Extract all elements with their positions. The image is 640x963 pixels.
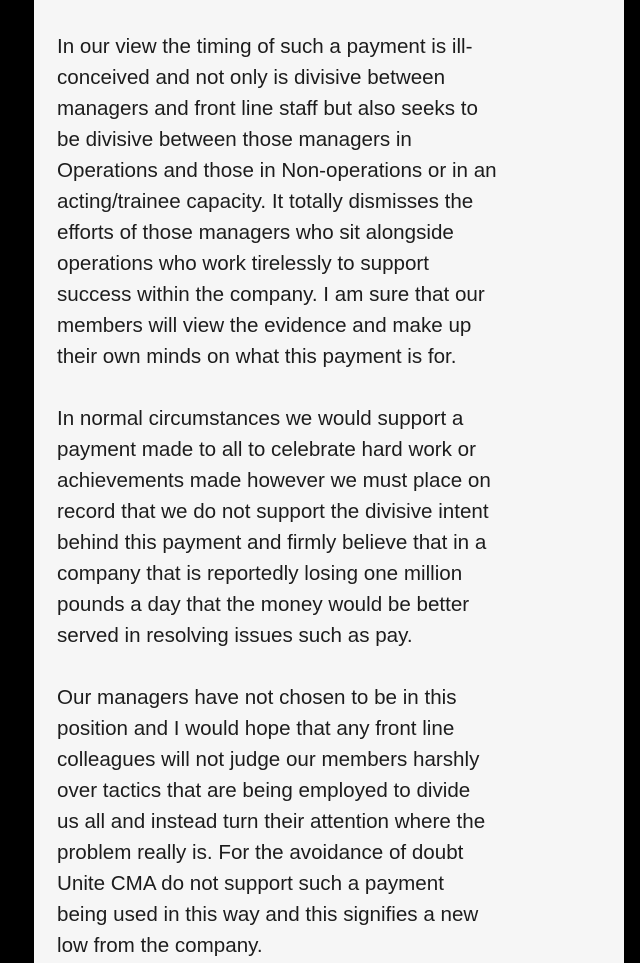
text-line: low from the company. [57,934,263,957]
text-line: acting/trainee capacity. It totally dismisses the [57,190,474,213]
text-line: conceived and not only is divisive between [57,66,446,89]
text-line: problem really is. For the avoidance of doubt [57,841,464,864]
text-line: us all and instead turn their attention where the [57,810,486,833]
text-line: pounds a day that the money would be better [57,593,470,616]
text-line: their own minds on what this payment is for. [57,345,457,368]
document-page [34,0,624,963]
text-line: achievements made however we must place on [57,469,491,492]
text-line: be divisive between those managers in [57,128,412,151]
paragraph-2 [57,403,604,651]
text-line: operations who work tirelessly to support [57,252,430,275]
paragraph-spacer [57,372,604,403]
paragraph-1 [57,31,604,372]
text-line: In our view the timing of such a payment is ill- [57,35,473,58]
text-line: over tactics that are being employed to divide [57,779,471,802]
text-line: In normal circumstances we would support a [57,407,464,430]
text-line: managers and front line staff but also seeks to [57,97,478,120]
text-line: members will view the evidence and make up [57,314,472,337]
text-line: Operations and those in Non-operations or in an [57,159,497,182]
text-line: Unite CMA do not support such a payment [57,872,444,895]
paragraph-spacer [57,651,604,682]
text-line: company that is reportedly losing one million [57,562,463,585]
text-line: being used in this way and this signifies a new [57,903,479,926]
text-line: Our managers have not chosen to be in this [57,686,457,709]
text-line: position and I would hope that any front line [57,717,455,740]
text-line: record that we do not support the divisive intent [57,500,489,523]
text-line: payment made to all to celebrate hard work or [57,438,476,461]
text-line: served in resolving issues such as pay. [57,624,413,647]
text-line: efforts of those managers who sit alongside [57,221,454,244]
paragraph-3 [57,682,604,961]
text-line: success within the company. I am sure that our [57,283,485,306]
text-line: behind this payment and firmly believe that in a [57,531,487,554]
text-line: colleagues will not judge our members harshly [57,748,480,771]
